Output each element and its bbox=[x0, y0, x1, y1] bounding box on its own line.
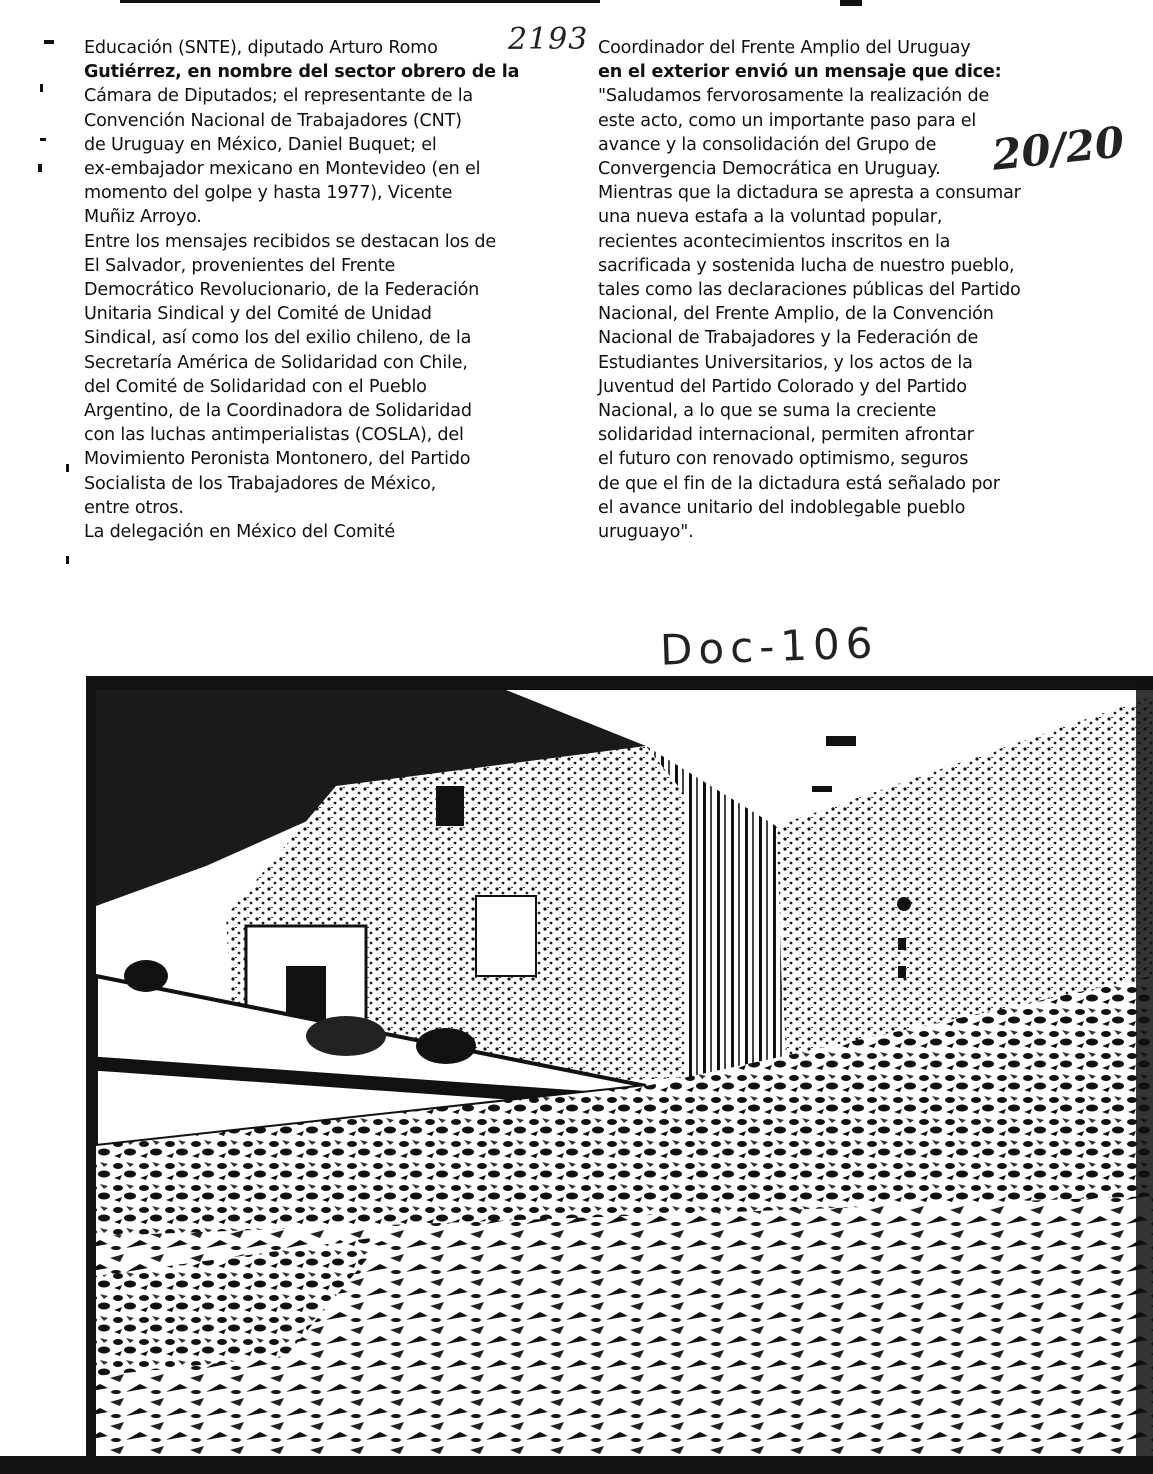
text-line: Movimiento Peronista Montonero, del Partido bbox=[84, 449, 471, 470]
margin-speck bbox=[66, 464, 69, 472]
text-line: Convención Nacional de Trabajadores (CNT) bbox=[84, 110, 462, 131]
text-line: Sindical, así como los del exilio chileno, de la bbox=[84, 328, 472, 349]
text-line: ex-embajador mexicano en Montevideo (en el bbox=[84, 159, 481, 180]
handwritten-folio: 20/20 bbox=[989, 117, 1127, 180]
margin-speck bbox=[66, 556, 69, 564]
margin-speck bbox=[40, 138, 46, 141]
text-line: Secretaría América de Solidaridad con Chile, bbox=[84, 352, 468, 373]
text-line: del Comité de Solidaridad con el Pueblo bbox=[84, 376, 427, 397]
text-line: Coordinador del Frente Amplio del Uruguay bbox=[598, 38, 971, 58]
text-line: de que el fin de la dictadura está señalado por bbox=[598, 473, 1000, 494]
photo-graphic bbox=[86, 676, 1153, 1466]
text-line: este acto, como un importante paso para el bbox=[598, 110, 977, 131]
left-text-column bbox=[84, 36, 544, 544]
margin-speck bbox=[38, 164, 42, 172]
text-line: Nacional de Trabajadores y la Federación de bbox=[598, 328, 979, 349]
text-line: La delegación en México del Comité bbox=[84, 522, 395, 543]
text-line: Nacional, del Frente Amplio, de la Convención bbox=[598, 304, 994, 325]
margin-speck bbox=[44, 40, 54, 44]
text-line: sacrificada y sostenida lucha de nuestro pueblo, bbox=[598, 255, 1015, 276]
margin-speck bbox=[40, 84, 43, 92]
text-line: Nacional, a lo que se suma la creciente bbox=[598, 401, 937, 422]
text-line: Muñiz Arroyo. bbox=[84, 207, 202, 228]
text-line: Educación (SNTE), diputado Arturo Romo bbox=[84, 38, 438, 58]
text-line: Estudiantes Universitarios, y los actos de la bbox=[598, 352, 973, 373]
text-line: Argentino, de la Coordinadora de Solidaridad bbox=[84, 401, 472, 422]
handwritten-document-label: Doc-106 bbox=[659, 618, 880, 675]
top-edge-mark bbox=[840, 0, 862, 6]
text-line: tales como las declaraciones públicas del Partido bbox=[598, 280, 1021, 301]
top-edge-rule bbox=[120, 0, 600, 3]
text-line: Entre los mensajes recibidos se destacan los de bbox=[84, 231, 496, 252]
text-line: el futuro con renovado optimismo, seguros bbox=[598, 449, 969, 470]
text-line: Convergencia Democrática en Uruguay. bbox=[598, 159, 941, 180]
text-line: Socialista de los Trabajadores de México, bbox=[84, 473, 437, 494]
text-line: una nueva estafa a la voluntad popular, bbox=[598, 207, 943, 228]
text-line: entre otros. bbox=[84, 497, 184, 518]
text-line: Unitaria Sindical y del Comité de Unidad bbox=[84, 304, 432, 325]
text-line: avance y la consolidación del Grupo de bbox=[598, 134, 937, 155]
event-photograph bbox=[86, 676, 1153, 1466]
text-line: recientes acontecimientos inscritos en la bbox=[598, 231, 951, 252]
text-line: con las luchas antimperialistas (COSLA), del bbox=[84, 425, 464, 446]
text-line: Cámara de Diputados; el representante de la bbox=[84, 86, 473, 107]
text-line: Juventud del Partido Colorado y del Partido bbox=[598, 376, 967, 397]
text-line: Gutiérrez, en nombre del sector obrero de la bbox=[84, 62, 520, 83]
text-line: Mientras que la dictadura se apresta a consumar bbox=[598, 183, 1021, 204]
text-line: El Salvador, provenientes del Frente bbox=[84, 255, 396, 276]
handwritten-page-number: 2193 bbox=[508, 22, 589, 57]
bottom-edge-band bbox=[0, 1456, 1153, 1474]
text-line: de Uruguay en México, Daniel Buquet; el bbox=[84, 134, 437, 155]
text-line: Democrático Revolucionario, de la Federación bbox=[84, 280, 480, 301]
text-line: en el exterior envió un mensaje que dice: bbox=[598, 62, 1002, 83]
text-line: "Saludamos fervorosamente la realización de bbox=[598, 86, 990, 107]
text-line: uruguayo". bbox=[598, 522, 694, 543]
text-line: momento del golpe y hasta 1977), Vicente bbox=[84, 183, 453, 204]
right-text-column bbox=[598, 36, 1068, 544]
text-line: solidaridad internacional, permiten afrontar bbox=[598, 425, 974, 446]
text-line: el avance unitario del indoblegable pueblo bbox=[598, 497, 966, 518]
